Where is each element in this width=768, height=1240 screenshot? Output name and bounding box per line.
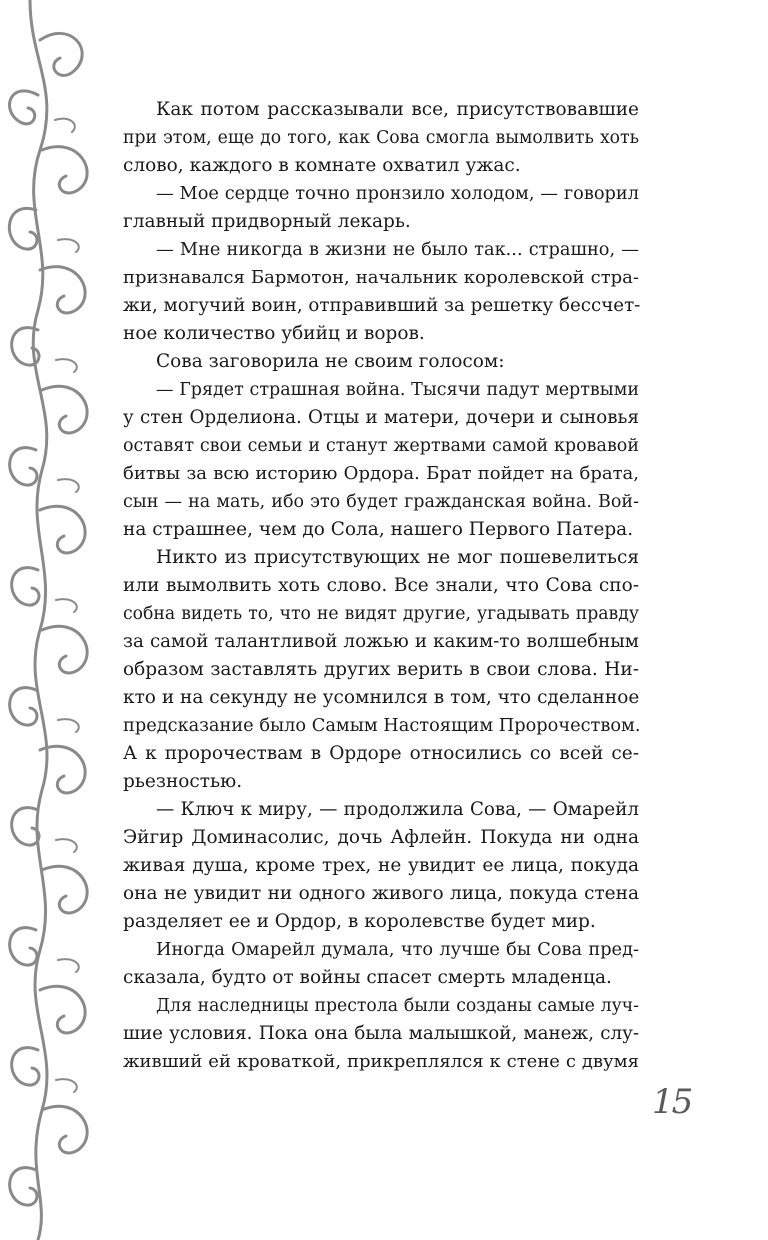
text-line: — Ключ к миру, — продолжила Сова, — Омарейл (156, 799, 639, 820)
text-line: собна видеть то, что не видят другие, угадывать правду (123, 604, 639, 624)
text-line: при этом, еще до того, как Сова смогла вымолвить хоть (123, 128, 639, 148)
text-line: она не увидит ни одного живого лица, покуда стена (123, 883, 639, 904)
text-line: образом заставлять других верить в свои слова. Ни- (123, 659, 639, 680)
text-line: оставят свои семьи и станут жертвами самой кровавой (123, 436, 639, 456)
text-line: — Мое сердце точно пронзило холодом, — говорил (156, 184, 639, 204)
text-line: Как потом рассказывали все, присутствовавшие (156, 99, 639, 120)
text-line: рьезностью. (123, 771, 243, 792)
text-line: за самой талантливой ложью и каким-то волшебным (123, 631, 639, 652)
text-line: сын — на мать, ибо это будет гражданская война. Вой- (123, 492, 639, 512)
text-line: Сова заговорила не своим голосом: (156, 351, 505, 372)
text-line: Для наследницы престола были созданы самые луч- (156, 996, 639, 1016)
text-line: битвы за всю историю Ордора. Брат пойдет на брата, (123, 463, 639, 484)
text-line: — Мне никогда в жизни не было так... страшно, — (156, 240, 639, 260)
text-line: Эйгир Доминасолис, дочь Афлейн. Покуда ни одна (123, 827, 639, 848)
text-line: слово, каждого в комнате охватил ужас. (123, 155, 521, 176)
text-line: Никто из присутствующих не мог пошевелиться (156, 547, 639, 568)
page-number: 15 (652, 1082, 692, 1122)
text-line: — Грядет страшная война. Тысячи падут мертвыми (156, 380, 639, 400)
text-line: ное количество убийц и воров. (123, 323, 425, 344)
text-line: Иногда Омарейл думала, что лучше бы Сова пред- (156, 940, 639, 960)
decorative-border-ornament (0, 0, 112, 1240)
text-line: жи, могучий воин, отправивший за решетку бессчет- (123, 295, 641, 316)
text-line: кто и на секунду не усомнился в том, что сделанное (123, 687, 640, 708)
text-line: или вымолвить хоть слово. Все знали, что Сова спо- (123, 575, 639, 596)
text-line: главный придворный лекарь. (123, 211, 411, 232)
text-line: живая душа, кроме трех, не увидит ее лица, покуда (123, 855, 639, 876)
text-line: живший ей кроваткой, прикреплялся к стене с двумя (123, 1051, 639, 1072)
text-line: разделяет ее и Ордор, в королевстве будет мир. (123, 911, 596, 932)
text-line: предсказание было Самым Настоящим Пророчеством. (123, 716, 641, 736)
text-line: у стен Орделиона. Отцы и матери, дочери и сыновья (123, 407, 639, 428)
text-line: шие условия. Пока она была малышкой, манеж, слу- (123, 1023, 639, 1044)
text-line: А к пророчествам в Ордоре относились со всей се- (123, 743, 639, 764)
body-text (123, 96, 639, 1076)
text-line: признавался Бармотон, начальник королевской стра- (123, 267, 639, 288)
text-line: сказала, будто от войны спасет смерть младенца. (123, 967, 612, 988)
text-line: на страшнее, чем до Сола, нашего Первого Патера. (123, 519, 634, 540)
